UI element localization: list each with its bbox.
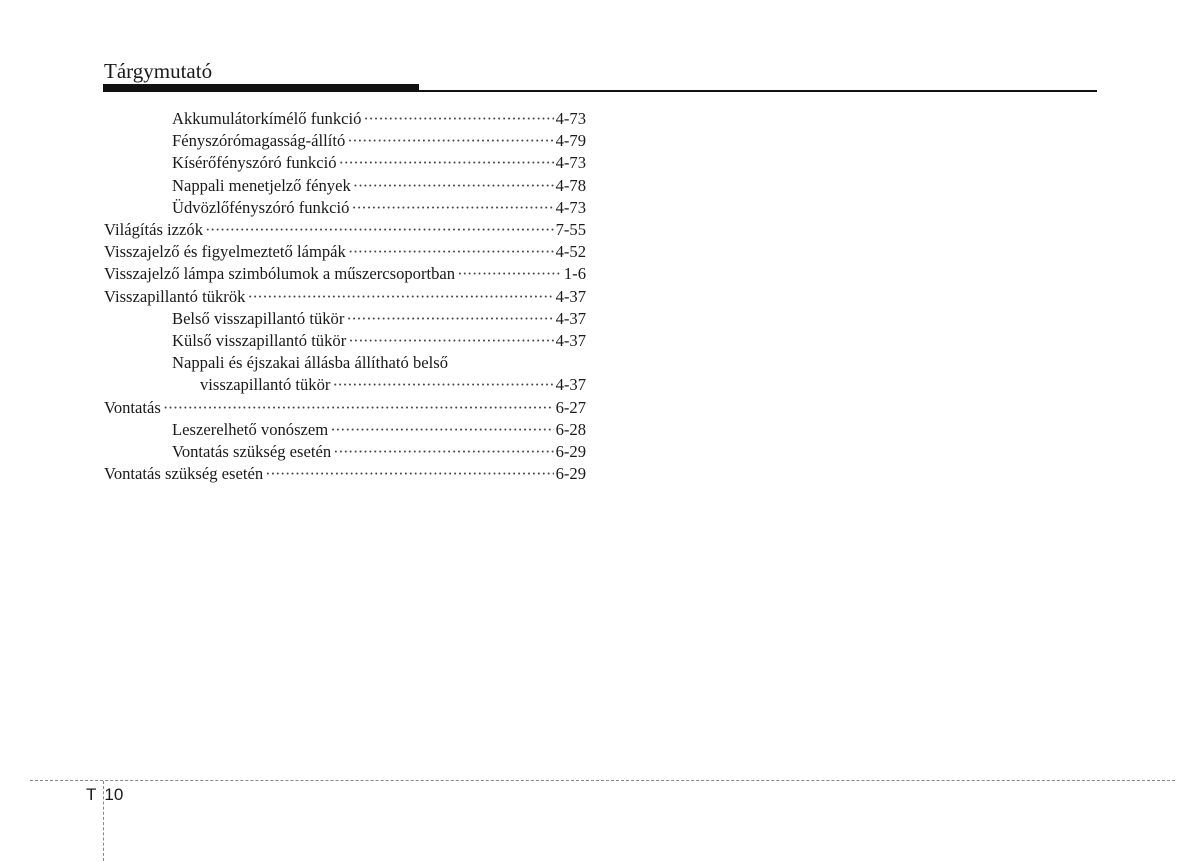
- index-entry: [104, 463, 586, 485]
- index-term: Visszapillantó tükrök: [104, 286, 246, 306]
- index-list: [104, 108, 586, 485]
- index-entry: [104, 374, 586, 396]
- dot-leader: [457, 263, 562, 285]
- index-term: Fényszórómagasság-állító: [172, 131, 346, 151]
- index-term: Kísérőfényszóró funkció: [172, 153, 337, 173]
- index-term: Üdvözlőfényszóró funkció: [172, 197, 350, 217]
- dot-leader: [347, 130, 553, 152]
- index-entry: [104, 441, 586, 463]
- index-entry: [104, 352, 586, 374]
- index-term: Külső visszapillantó tükör: [172, 331, 347, 351]
- footer-section-letter: T: [86, 785, 97, 804]
- index-entry: [104, 286, 586, 308]
- index-entry: [104, 219, 586, 241]
- index-page-ref: 4-37: [555, 308, 586, 328]
- index-page-ref: 4-37: [555, 375, 586, 395]
- index-page-ref: 4-79: [555, 131, 586, 151]
- dot-leader: [351, 197, 553, 219]
- dot-leader: [353, 175, 554, 197]
- index-page-ref: 4-37: [555, 331, 586, 351]
- index-page-ref: 6-29: [555, 464, 586, 484]
- index-entry: [104, 152, 586, 174]
- index-page-ref: 4-78: [555, 175, 586, 195]
- index-page-ref: 4-52: [555, 242, 586, 262]
- index-term: Visszajelző lámpa szimbólumok a műszercsoportban: [104, 264, 456, 284]
- dot-leader: [163, 397, 554, 419]
- index-entry: [104, 108, 586, 130]
- index-entry: [104, 197, 586, 219]
- dot-leader: [348, 330, 553, 352]
- footer-dashed-rule: [30, 780, 1175, 781]
- index-entry: [104, 419, 586, 441]
- index-page-ref: 4-73: [555, 109, 586, 128]
- dot-leader: [332, 374, 553, 396]
- dot-leader: [346, 308, 553, 330]
- index-term: Vontatás szükség esetén: [172, 442, 332, 462]
- index-term: visszapillantó tükör: [200, 375, 331, 395]
- footer-page-num: 10: [104, 785, 124, 804]
- index-entry: [104, 175, 586, 197]
- page-title: Tárgymutató: [104, 59, 213, 83]
- index-page-ref: 4-73: [555, 153, 586, 173]
- dot-leader: [265, 463, 553, 485]
- index-term: Világítás izzók: [104, 220, 203, 240]
- index-entry: [104, 130, 586, 152]
- index-entry: [104, 308, 586, 330]
- index-term: Nappali menetjelző fények: [172, 175, 351, 195]
- index-page-ref: 6-28: [555, 419, 586, 439]
- footer-page-number: [86, 785, 123, 805]
- header-rule-thin: [103, 90, 1097, 92]
- index-entry: [104, 397, 586, 419]
- dot-leader: [330, 419, 553, 441]
- index-page-ref: 7-55: [555, 220, 586, 240]
- dot-leader: [247, 286, 553, 308]
- index-page-ref: 4-73: [555, 197, 586, 217]
- index-entry: [104, 241, 586, 263]
- index-term: Leszerelhető vonószem: [172, 419, 329, 439]
- index-term: Akkumulátorkímélő funkció: [172, 109, 362, 128]
- index-page-ref: 1-6: [563, 264, 586, 284]
- dot-leader: [339, 152, 554, 174]
- index-term: Belső visszapillantó tükör: [172, 308, 345, 328]
- index-entry: [104, 330, 586, 352]
- dot-leader: [348, 241, 554, 263]
- index-term: Vontatás: [104, 397, 161, 417]
- index-term: Vontatás szükség esetén: [104, 464, 264, 484]
- index-page-ref: 6-27: [555, 397, 586, 417]
- index-term: Nappali és éjszakai állásba állítható belső: [172, 353, 449, 373]
- index-page-ref: 6-29: [555, 442, 586, 462]
- index-entry: [104, 263, 586, 285]
- index-page-ref: 4-37: [555, 286, 586, 306]
- dot-leader: [205, 219, 554, 241]
- dot-leader: [363, 108, 553, 130]
- dot-leader: [333, 441, 553, 463]
- index-term: Visszajelző és figyelmeztető lámpák: [104, 242, 346, 262]
